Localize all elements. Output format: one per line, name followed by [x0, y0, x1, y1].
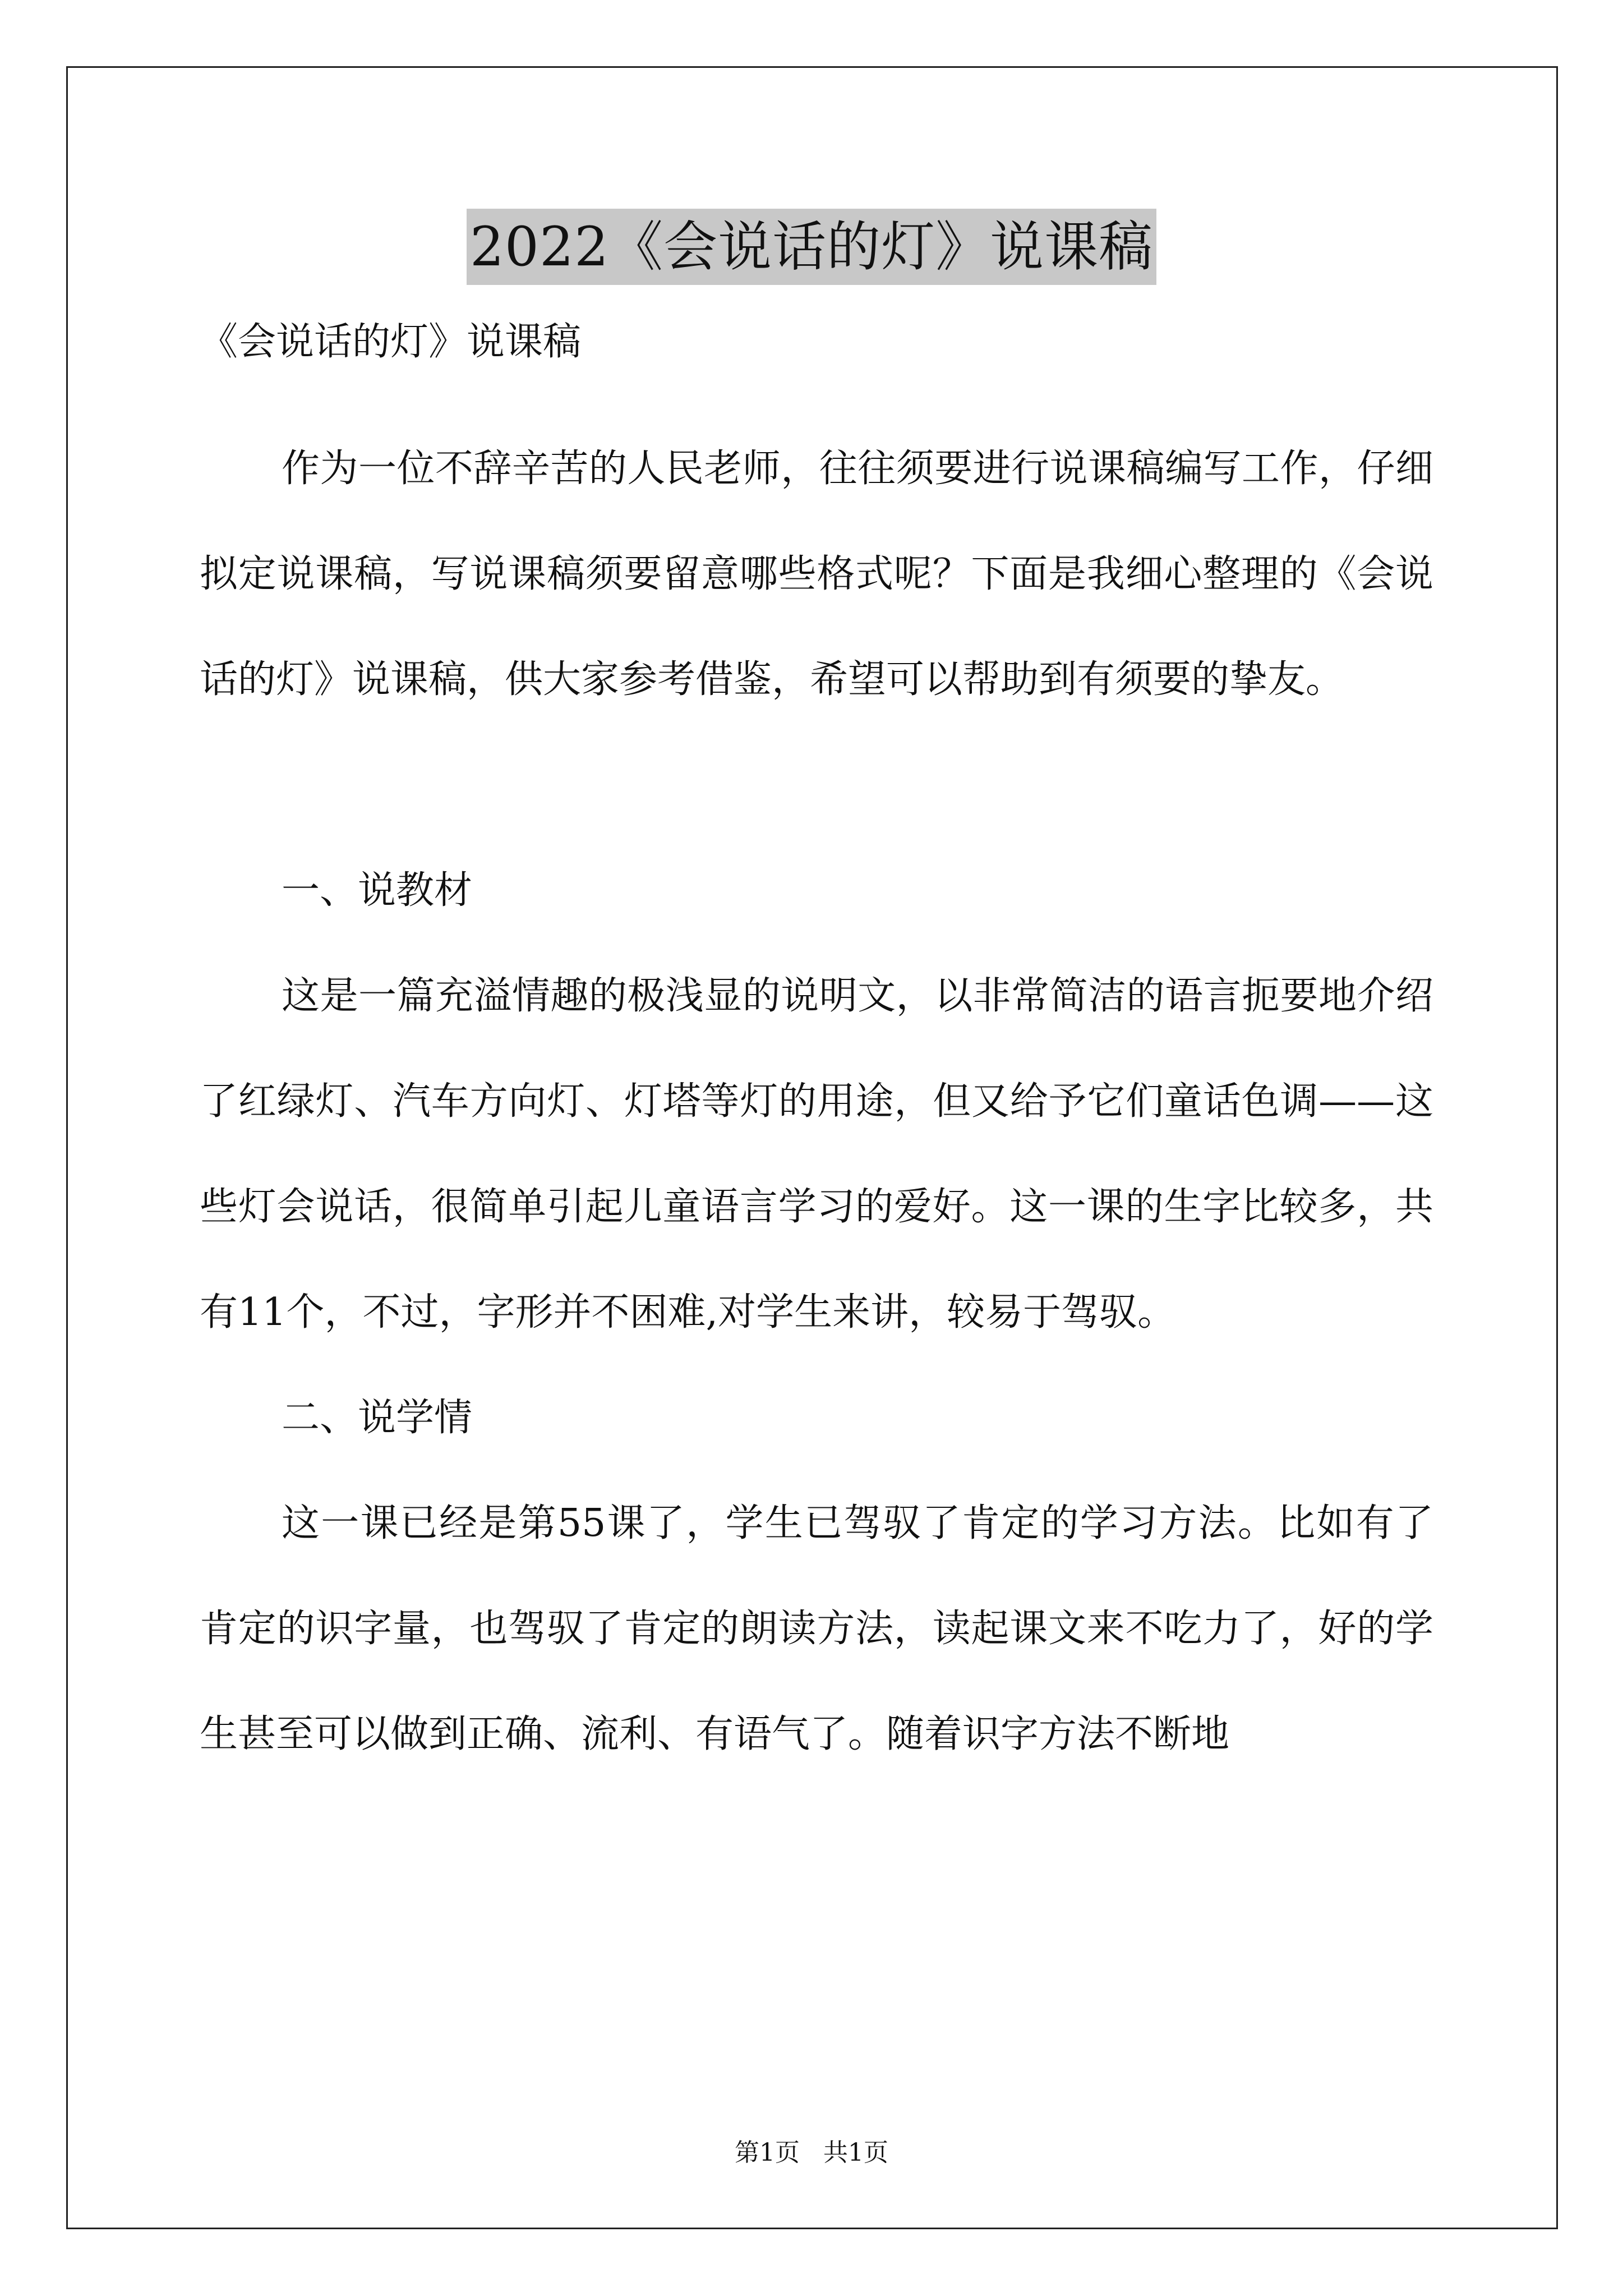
document-body [200, 314, 1433, 1787]
section-heading-students: 二、说学情 [282, 1396, 473, 1440]
title-container [0, 209, 1623, 285]
document-subtitle: 《会说话的灯》说课稿 [200, 320, 582, 364]
section-body-textbook: 这是一篇充溢情趣的极浅显的说明文，以非常简洁的语言扼要地介绍了红绿灯、汽车方向灯、灯塔等灯的用途，但又给予它们童话色调——这些灯会说话，很简单引起儿童语言学习的爱好。这一课的生字比较多，共有11个，不过，字形并不困难,对学生来讲，较易于驾驭。 [200, 974, 1433, 1335]
paragraph-spacer [200, 733, 1433, 838]
document-title: 2022《会说话的灯》说课稿 [467, 209, 1156, 285]
page-footer: 第1页 共1页 [735, 2138, 888, 2167]
intro-paragraph: 作为一位不辞辛苦的人民老师，往往须要进行说课稿编写工作，仔细拟定说课稿，写说课稿须要留意哪些格式呢？下面是我细心整理的《会说话的灯》说课稿，供大家参考借鉴，希望可以帮助到有须要的挚友。 [200, 447, 1433, 702]
section-heading-textbook: 一、说教材 [282, 868, 473, 913]
section-body-students: 这一课已经是第55课了，学生已驾驭了肯定的学习方法。比如有了肯定的识字量，也驾驭了肯定的朗读方法，读起课文来不吃力了，好的学生甚至可以做到正确、流利、有语气了。随着识字方法不断地 [200, 1501, 1433, 1756]
